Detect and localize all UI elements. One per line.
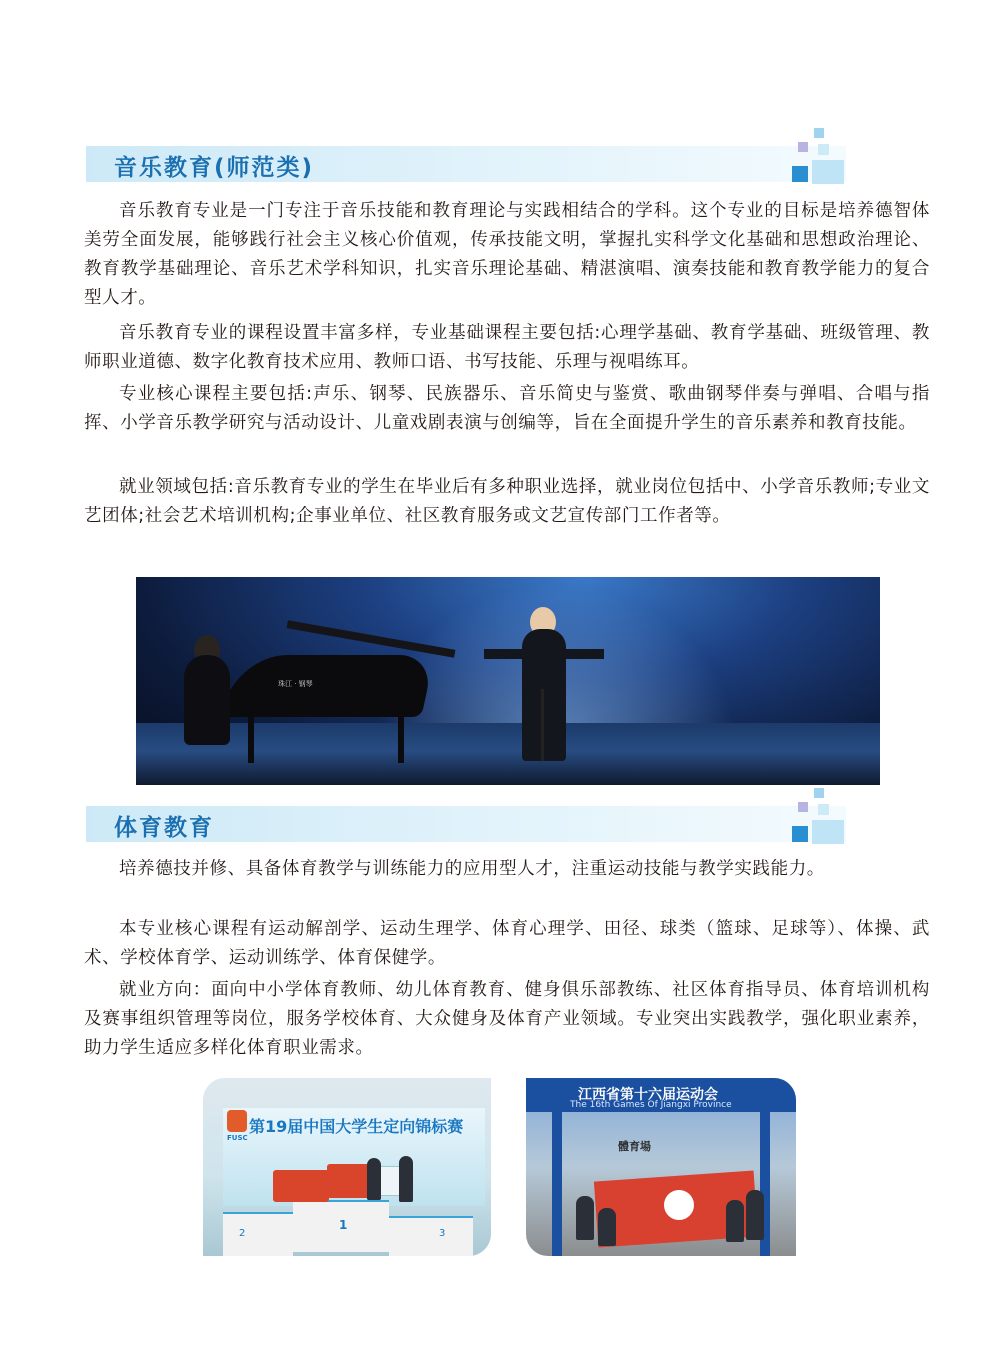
pianist	[184, 655, 230, 745]
music-core-courses-paragraph: 专业核心课程主要包括:声乐、钢琴、民族器乐、音乐简史与鉴赏、歌曲钢琴伴奏与弹唱、合唱与指挥、小学音乐教学研究与活动设计、儿童戏剧表演与创编等，旨在全面提升学生的音乐素养和教育技能。	[84, 384, 930, 433]
school-emblem-icon	[662, 1188, 696, 1222]
music-employment-paragraph: 就业领域包括:音乐教育专业的学生在毕业后有多种职业选择，就业岗位包括中、小学音乐教师;专业文艺团体;社会艺术培训机构;企事业单位、社区教育服务或文艺宣传部门工作者等。	[84, 477, 930, 526]
stadium-sign: 體育場	[618, 1140, 651, 1153]
decorative-squares-icon	[790, 128, 850, 184]
decorative-squares-icon	[790, 788, 850, 844]
games-banner-subtitle: The 16th Games Of Jiangxi Province	[570, 1100, 732, 1110]
pe-core-courses-paragraph: 本专业核心课程有运动解剖学、运动生理学、体育心理学、田径、球类（篮球、足球等）、体操、武术、学校体育学、运动训练学、体育保健学。	[84, 919, 930, 968]
podium-place-3: 3	[439, 1228, 446, 1239]
pe-employment-paragraph: 就业方向：面向中小学体育教师、幼儿体育教育、健身俱乐部教练、社区体育指导员、体育培训机构及赛事组织管理等岗位，服务学校体育、大众健身及体育产业领域。专业突出实践教学，强化职业素养，助力学生适应多样化体育职业需求。	[84, 980, 930, 1058]
music-section-header	[86, 146, 846, 182]
music-basic-courses-paragraph: 音乐教育专业的课程设置丰富多样，专业基础课程主要包括:心理学基础、教育学基础、班级管理、教师职业道德、数字化教育技术应用、教师口语、书写技能、乐理与视唱练耳。	[84, 323, 930, 372]
mic-stand-icon	[541, 689, 544, 761]
championship-banner-title: 第19届中国大学生定向锦标赛	[249, 1117, 464, 1136]
grand-piano	[221, 655, 434, 717]
fusc-logo-text: FUSC	[227, 1134, 248, 1142]
fusc-logo-icon	[227, 1110, 247, 1132]
pe-section-title: 体育教育	[114, 815, 214, 841]
podium-place-1: 1	[339, 1218, 348, 1232]
singer	[522, 629, 566, 761]
concert-photo	[136, 577, 880, 785]
podium-place-2: 2	[239, 1228, 246, 1239]
music-intro-paragraph: 音乐教育专业是一门专注于音乐技能和教育理论与实践相结合的学科。这个专业的目标是培养德智体美劳全面发展，能够践行社会主义核心价值观，传承技能文明，掌握扎实科学文化基础和思想政治理论、教育教学基础理论、音乐艺术学科知识，扎实音乐理论基础、精湛演唱、演奏技能和教育教学能力的复合型人才。	[84, 201, 930, 308]
school-flag	[273, 1170, 329, 1202]
pe-section-header	[86, 806, 846, 842]
piano-brand-label: 珠江 · 钢琴	[278, 680, 313, 688]
music-section-title: 音乐教育(师范类)	[114, 155, 315, 181]
jiangxi-games-photo	[526, 1078, 796, 1256]
games-banner-title: 江西省第十六届运动会	[578, 1087, 718, 1103]
orienteering-championship-photo	[203, 1078, 491, 1256]
pe-intro-paragraph: 培养德技并修、具备体育教学与训练能力的应用型人才，注重运动技能与教学实践能力。	[119, 859, 825, 879]
